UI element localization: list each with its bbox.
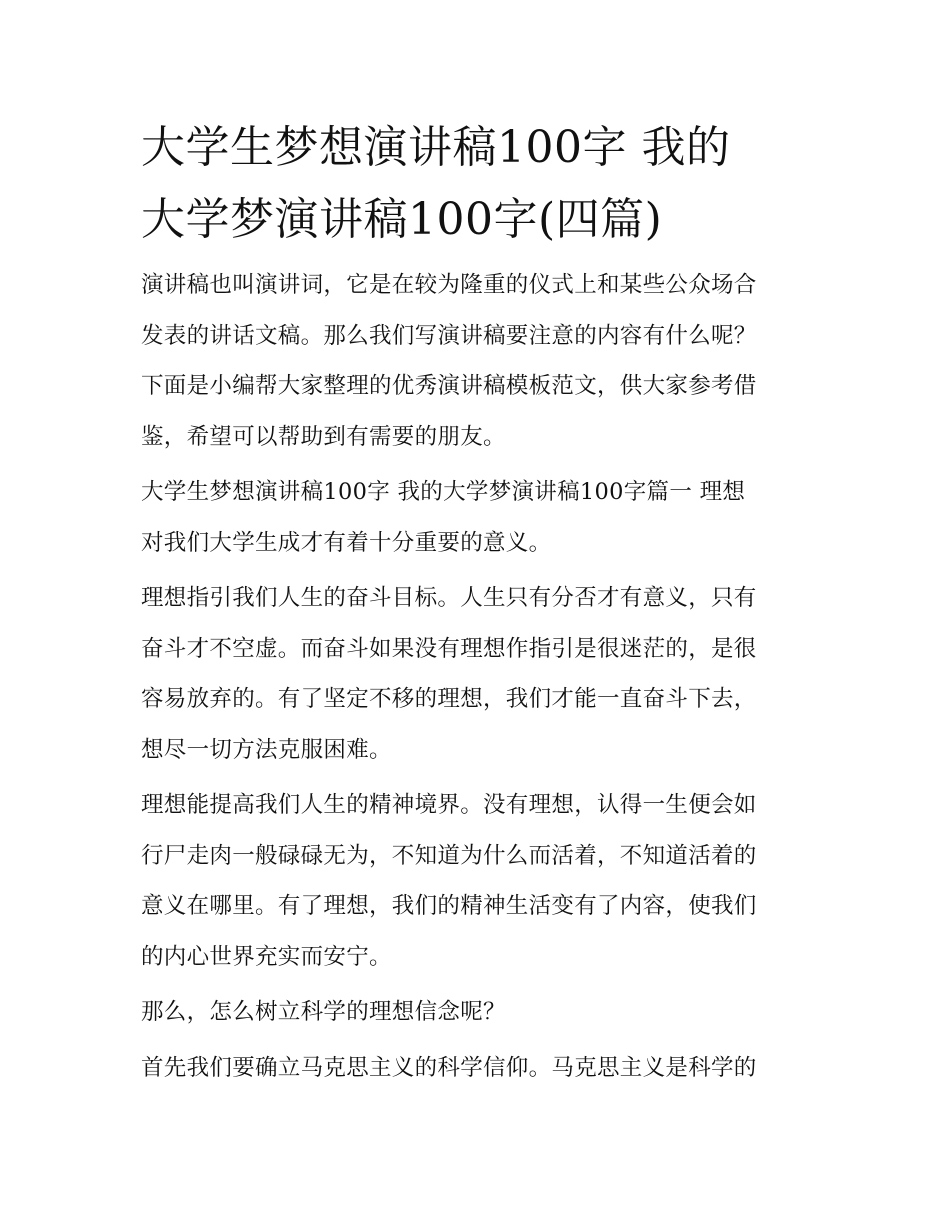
- body-paragraph: [141, 573, 813, 775]
- body-paragraph: [141, 1043, 813, 1094]
- text-line: 鉴，希望可以帮助到有需要的朋友。: [141, 423, 506, 450]
- text-line: 理想指引我们人生的奋斗目标。人生只有分否才有意义，只有: [141, 585, 757, 611]
- text-line: 对我们大学生成才有着十分重要的意义。: [141, 529, 552, 556]
- text-line: 理想能提高我们人生的精神境界。没有理想，认得一生便会如: [141, 792, 757, 818]
- text-line: 奋斗才不空虚。而奋斗如果没有理想作指引是很迷茫的，是很: [141, 635, 757, 662]
- text-line: 那么，怎么树立科学的理想信念呢？: [141, 999, 506, 1025]
- text-line: 演讲稿也叫演讲词，它是在较为隆重的仪式上和某些公众场合: [141, 272, 757, 298]
- text-line: 想尽一切方法克服困难。: [141, 736, 392, 763]
- title-line: 大学生梦想演讲稿100字 我的: [141, 122, 731, 173]
- text-line: 意义在哪里。有了理想，我们的精神生活变有了内容，使我们: [141, 893, 757, 919]
- title-line: 大学梦演讲稿100字(四篇): [141, 194, 663, 245]
- document-page: [141, 112, 813, 1098]
- text-line: 发表的讲话文稿。那么我们写演讲稿要注意的内容有什么呢？: [141, 322, 757, 349]
- body-paragraph: [141, 780, 813, 982]
- text-line: 行尸走肉一般碌碌无为，不知道为什么而活着，不知道活着的: [141, 842, 757, 869]
- section-heading-paragraph: [141, 467, 813, 568]
- text-line: 首先我们要确立马克思主义的科学信仰。马克思主义是科学的: [141, 1054, 757, 1081]
- text-line: 容易放弃的。有了坚定不移的理想，我们才能一直奋斗下去，: [141, 686, 757, 712]
- text-line: 下面是小编帮大家整理的优秀演讲稿模板范文，供大家参考借: [141, 373, 757, 399]
- intro-paragraph: [141, 260, 813, 462]
- document-title: [141, 112, 813, 256]
- body-paragraph: [141, 987, 813, 1038]
- text-line: 的内心世界充实而安宁。: [141, 943, 392, 970]
- text-line: 大学生梦想演讲稿100字 我的大学梦演讲稿100字篇一 理想: [141, 479, 746, 505]
